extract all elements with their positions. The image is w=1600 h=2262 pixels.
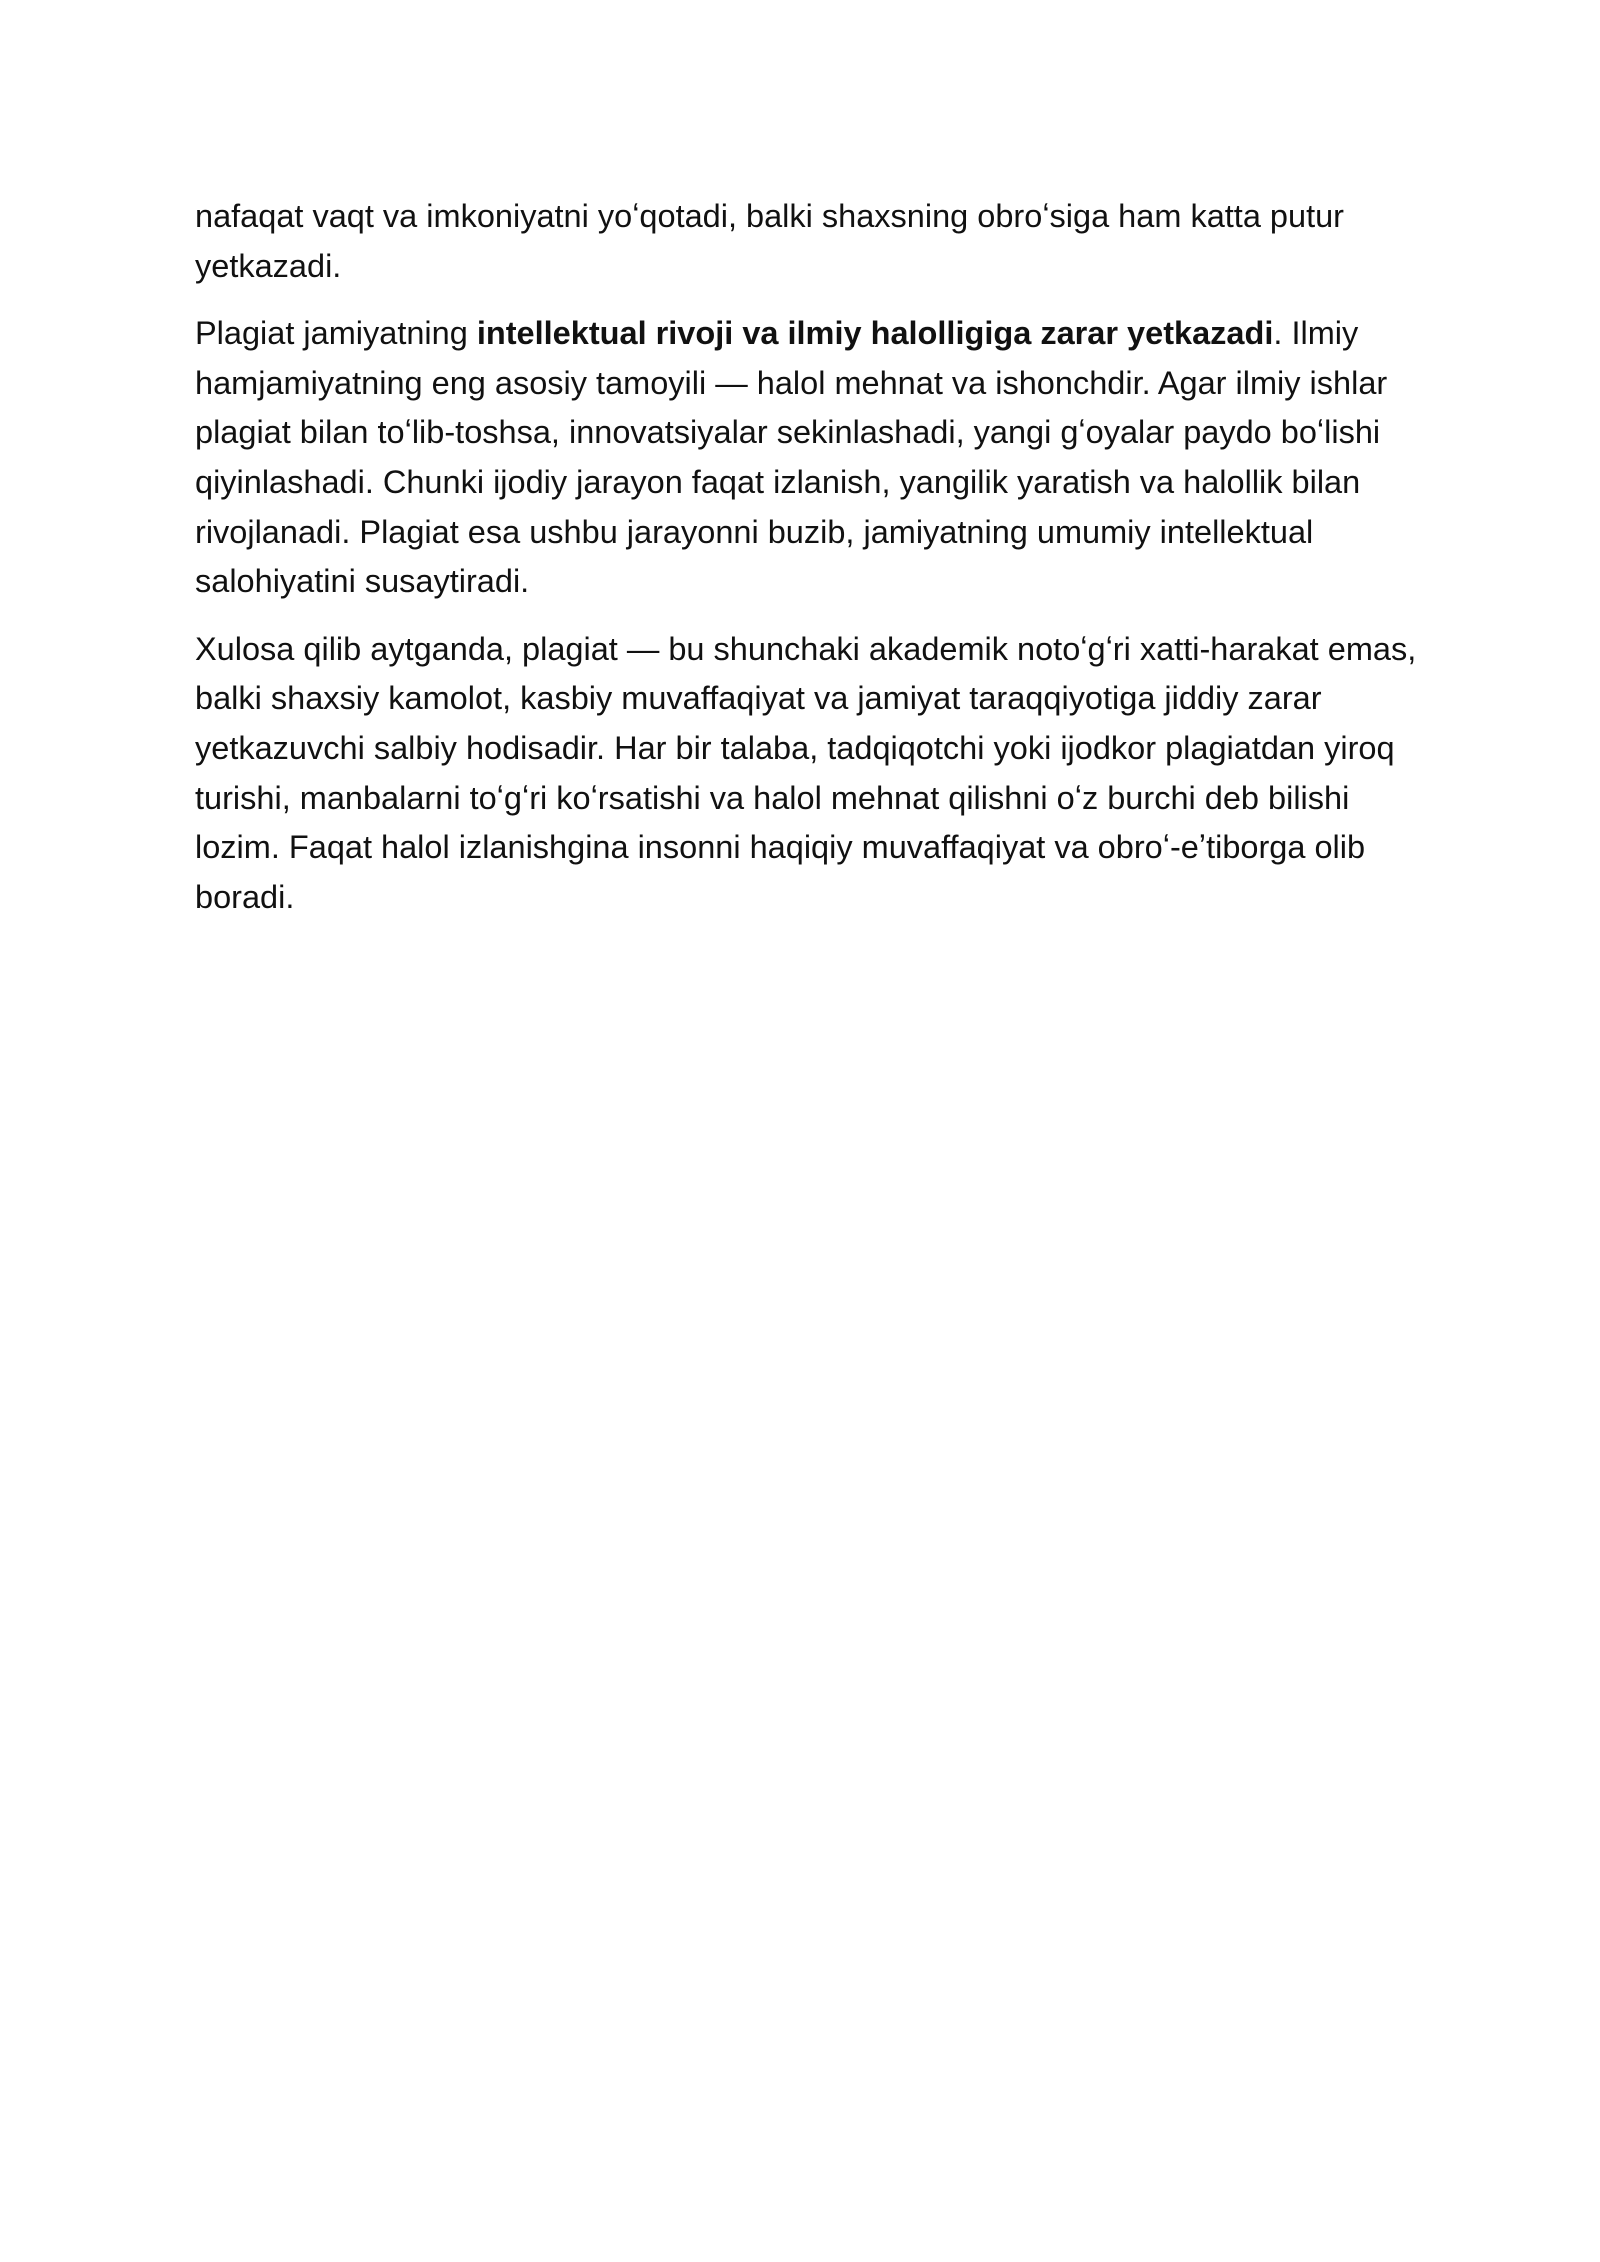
paragraph-continuation xyxy=(195,192,1430,291)
paragraph-text-start: Plagiat jamiyatning xyxy=(195,315,477,352)
document-body xyxy=(195,192,1430,940)
paragraph-bold-phrase: intellektual rivoji va ilmiy halolligiga zarar yetkazadi xyxy=(476,315,1274,352)
paragraph-text: Xulosa qilib aytganda, plagiat — bu shunchaki akademik notoʻgʻri xatti-harakat emas, balki shaxsiy kamolot, kasbiy muvaffaqiyat va jamiyat taraqqiyotiga jiddiy zarar yetkazuvchi salbiy hodisadir. Har bir talaba, tadqiqotchi yoki ijodkor plagiatdan yiroq turishi, manbalarni toʻgʻri koʻrsatishi va halol mehnat qilishni oʻz burchi deb bilishi lozim. Faqat halol izlanishgina insonni haqiqiy muvaffaqiyat va obroʻ-eʼtiborga olib boradi. xyxy=(195,630,1417,915)
paragraph-intellectual-harm xyxy=(195,309,1430,607)
paragraph-text: nafaqat vaqt va imkoniyatni yoʻqotadi, balki shaxsning obroʻsiga ham katta putur yetkazadi. xyxy=(195,198,1345,284)
paragraph-text-end: . Ilmiy hamjamiyatning eng asosiy tamoyili — halol mehnat va ishonchdir. Agar ilmiy ishlar plagiat bilan toʻlib-toshsa, innovatsiyalar sekinlashadi, yangi gʻoyalar paydo boʻlishi qiyinlashadi. Chunki ijodiy jarayon faqat izlanish, yangilik yaratish va halollik bilan rivojlanadi. Plagiat esa ushbu jarayonni buzib, jamiyatning umumiy intellektual salohiyatini susaytiradi. xyxy=(195,315,1388,600)
paragraph-conclusion xyxy=(195,625,1430,923)
